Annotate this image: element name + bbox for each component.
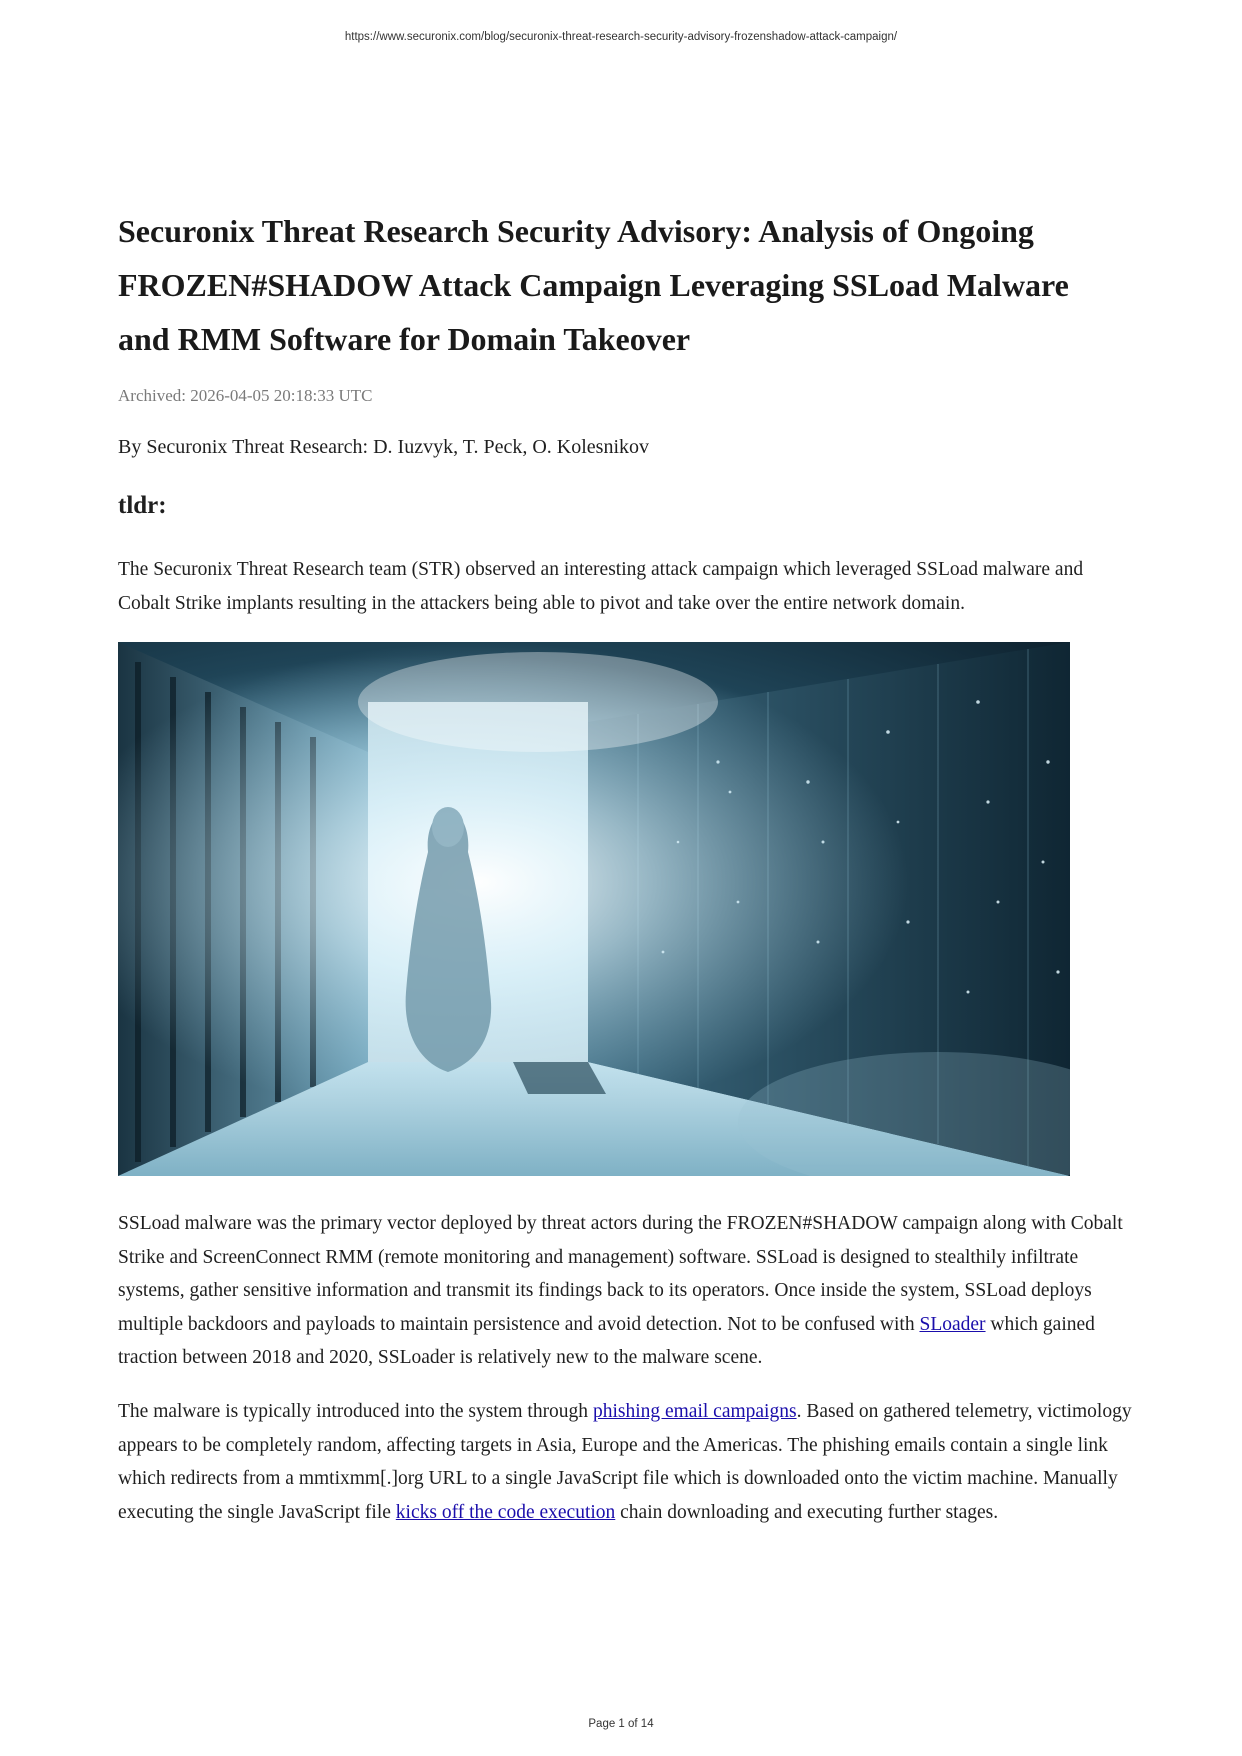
tldr-heading: tldr:	[118, 492, 167, 519]
paragraph-text: . Based on gathered telemetry, victimology appears to be completely random, affecting targets in Asia, Europe and the Americas. The phishing emails contain a single link which redirects from a mmtixmm[.]org URL to a single JavaScript file which is downloaded onto the victim machine. Manually executing the single JavaScript file	[118, 1401, 1132, 1523]
paragraph-text: chain downloading and executing further stages.	[615, 1501, 999, 1523]
body-paragraph-ssload	[118, 1207, 1138, 1375]
sloader-link[interactable]: SLoader	[919, 1313, 986, 1335]
archived-timestamp: Archived: 2026-04-05 20:18:33 UTC	[118, 386, 373, 405]
tldr-paragraph: The Securonix Threat Research team (STR) observed an interesting attack campaign which leveraged SSLoad malware and Cobalt Strike implants resulting in the attackers being able to pivot and take over the entire network domain.	[118, 559, 1084, 614]
code-execution-link[interactable]: kicks off the code execution	[395, 1501, 616, 1523]
paragraph-text: The malware is typically introduced into the system through	[118, 1401, 593, 1422]
server-corridor-illustration	[118, 642, 1070, 1176]
page-url: https://www.securonix.com/blog/securonix-threat-research-security-advisory-frozenshadow-attack-campaign/	[344, 31, 898, 43]
article-title: Securonix Threat Research Security Advisory: Analysis of Ongoing FROZEN#SHADOW Attack Campaign Leveraging SSLoad Malware and RMM Software for Domain Takeover	[118, 213, 1069, 357]
paragraph-text: which gained traction between 2018 and 2020, SSLoader is relatively new to the malware scene.	[118, 1313, 1095, 1368]
hero-image	[118, 642, 1070, 1176]
paragraph-text: SSLoad malware was the primary vector deployed by threat actors during the FROZEN#SHADOW campaign along with Cobalt Strike and ScreenConnect RMM (remote monitoring and management) software. SSLoad is designed to stealthily infiltrate systems, gather sensitive information and transmit its findings back to its operators. Once inside the system, SSLoad deploys multiple backdoors and payloads to maintain persistence and avoid detection. Not to be confused with	[118, 1213, 1123, 1335]
body-paragraph-phishing	[118, 1395, 1138, 1529]
article-byline: By Securonix Threat Research: D. Iuzvyk, T. Peck, O. Kolesnikov	[118, 436, 649, 458]
phishing-email-campaigns-link[interactable]: phishing email campaigns	[592, 1401, 797, 1422]
page-number: Page 1 of 14	[588, 1718, 654, 1730]
